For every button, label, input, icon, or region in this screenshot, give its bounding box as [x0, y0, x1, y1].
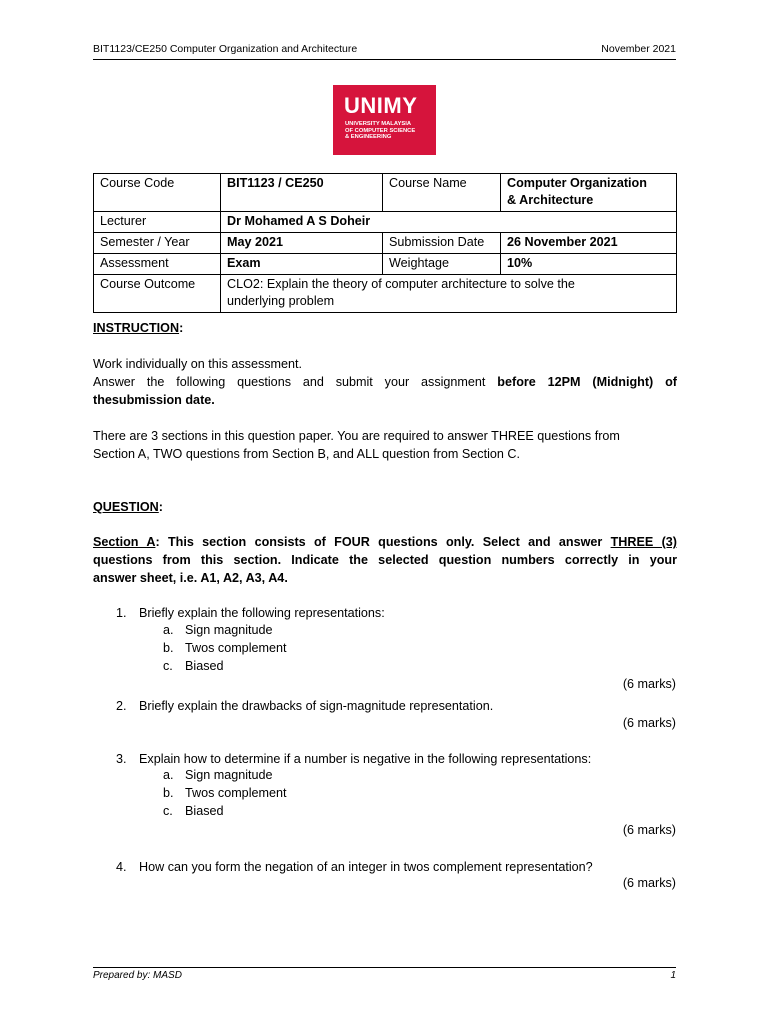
page-footer	[93, 967, 676, 981]
instruction-line-2: Answer the following questions and submit your assignment before 12PM (Midnight) of	[93, 375, 677, 389]
weightage-label: Weightage	[383, 254, 501, 275]
weightage-value: 10%	[501, 254, 677, 275]
instruction-line-1: Work individually on this assessment.	[93, 357, 303, 371]
course-outcome-label: Course Outcome	[94, 275, 221, 313]
semester-value: May 2021	[221, 233, 383, 254]
course-name: Computer Organization & Architecture	[501, 174, 677, 212]
unimy-logo	[333, 85, 436, 155]
lecturer-label: Lecturer	[94, 212, 221, 233]
question-heading: QUESTION:	[93, 500, 163, 514]
course-info-table	[93, 173, 677, 313]
question-1-marks: (6 marks)	[622, 677, 676, 691]
page-header	[93, 41, 676, 60]
logo-brand: UNIMY	[344, 93, 418, 118]
course-name-label: Course Name	[383, 174, 501, 212]
submission-date-label: Submission Date	[383, 233, 501, 254]
section-a-line-3: answer sheet, i.e. A1, A2, A3, A4.	[93, 571, 288, 585]
question-2-marks: (6 marks)	[622, 716, 676, 730]
course-code: BIT1123 / CE250	[221, 174, 383, 212]
submission-date: 26 November 2021	[501, 233, 677, 254]
instruction-para-2-line-1: There are 3 sections in this question paper. You are required to answer THREE questions from	[93, 429, 620, 443]
assessment-value: Exam	[221, 254, 383, 275]
section-a-line-1: Section A: This section consists of FOUR questions only. Select and answer THREE (3)	[93, 535, 677, 549]
section-a-line-2: questions from this section. Indicate the selected question numbers correctly in your	[93, 553, 677, 567]
instruction-heading: INSTRUCTION:	[93, 321, 184, 335]
header-date: November 2021	[601, 43, 676, 55]
question-4-marks: (6 marks)	[622, 876, 676, 890]
question-3-marks: (6 marks)	[622, 823, 676, 837]
course-code-label: Course Code	[94, 174, 221, 212]
logo-subtitle: UNIVERSITY MALAYSIA OF COMPUTER SCIENCE & ENGINEERING	[345, 121, 416, 141]
header-course: BIT1123/CE250 Computer Organization and Architecture	[93, 43, 358, 55]
semester-label: Semester / Year	[94, 233, 221, 254]
instruction-line-3: thesubmission date.	[93, 393, 215, 407]
lecturer-name: Dr Mohamed A S Doheir	[221, 212, 677, 233]
page-number: 1	[670, 970, 676, 981]
instruction-para-2-line-2: Section A, TWO questions from Section B, and ALL question from Section C.	[93, 447, 521, 461]
course-outcome: CLO2: Explain the theory of computer architecture to solve the underlying problem	[221, 275, 677, 313]
assessment-label: Assessment	[94, 254, 221, 275]
footer-prepared-by: Prepared by: MASD	[93, 970, 182, 981]
